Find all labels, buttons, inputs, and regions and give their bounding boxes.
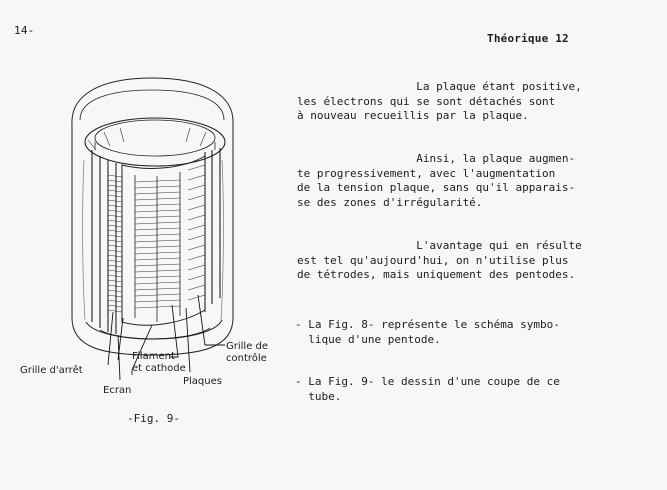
paragraph-3: L'avantage qui en résulte est tel qu'aujourd'hui, on n'utilise plus de tétrodes, mais uniquement des pentodes.: [297, 239, 582, 281]
page-number: 14-: [14, 24, 35, 37]
list-item-fig8: - La Fig. 8- représente le schéma symbo- lique d'une pentode.: [295, 318, 560, 346]
label-filament-cathode: Filament et cathode: [132, 351, 186, 374]
paragraph-1: La plaque étant positive, les électrons qui se sont détachés sont à nouveau recueillis par la plaque.: [297, 80, 582, 122]
label-grille-controle: Grille de contrôle: [226, 341, 269, 364]
list-item-fig9: - La Fig. 9- le dessin d'une coupe de ce tube.: [295, 375, 560, 403]
page-title: Théorique 12: [487, 32, 569, 45]
label-grille-arret: Grille d'arrêt: [20, 365, 83, 376]
label-ecran: Ecran: [103, 385, 132, 396]
paragraph-2: Ainsi, la plaque augmen- te progressivement, avec l'augmentation de la tension plaque, sans qu'il apparais- se des zones d'irrégularité.: [297, 152, 576, 209]
label-plaques: Plaques: [183, 376, 222, 387]
figure-caption: -Fig. 9-: [127, 412, 180, 425]
